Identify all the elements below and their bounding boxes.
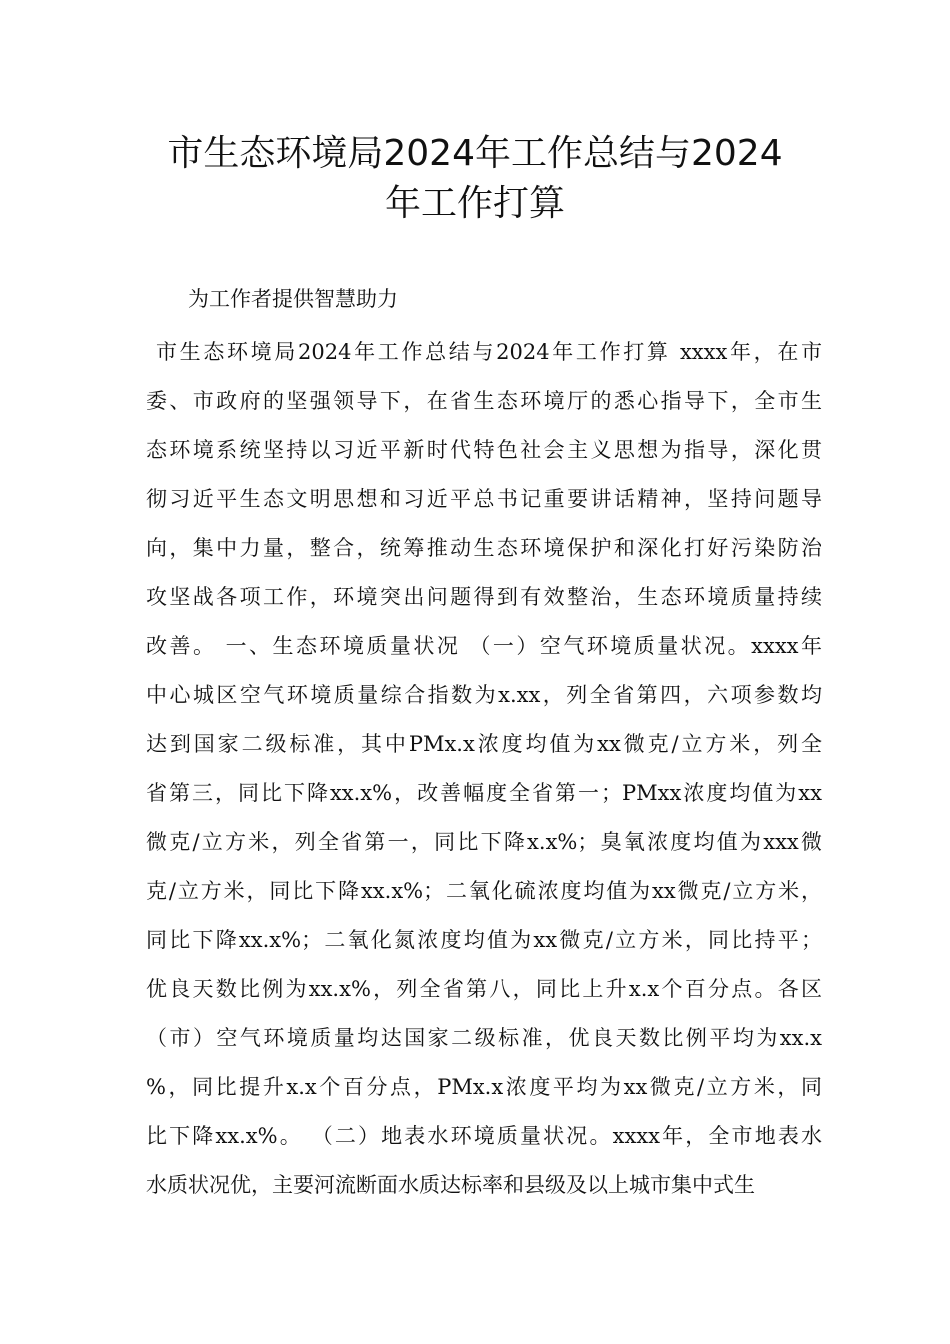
- body-line: 向，集中力量，整合，统筹推动生态环境保护和深化打好污染防治: [146, 536, 822, 560]
- body-line: （市）空气环境质量均达国家二级标准，优良天数比例平均为xx.x: [146, 1026, 822, 1050]
- body-line: 克/立方米，同比下降xx.x%；二氧化硫浓度均值为xx微克/立方米，: [146, 879, 822, 903]
- body-line: 微克/立方米，列全省第一，同比下降x.x%；臭氧浓度均值为xxx微: [146, 830, 822, 854]
- document-tagline: 为工作者提供智慧助力: [188, 287, 398, 311]
- body-line: 委、市政府的坚强领导下，在省生态环境厅的悉心指导下，全市生: [146, 389, 822, 413]
- body-line: 同比下降xx.x%；二氧化氮浓度均值为xx微克/立方米，同比持平；: [146, 928, 822, 952]
- body-line: 达到国家二级标准，其中PMx.x浓度均值为xx微克/立方米，列全: [146, 732, 822, 756]
- body-line: 改善。 一、生态环境质量状况 （一）空气环境质量状况。xxxx年: [146, 634, 822, 658]
- body-line: 市生态环境局2024年工作总结与2024年工作打算 xxxx年，在市: [156, 340, 822, 364]
- body-line: 优良天数比例为xx.x%，列全省第八，同比上升x.x个百分点。各区: [146, 977, 822, 1001]
- body-line: 比下降xx.x%。 （二）地表水环境质量状况。xxxx年，全市地表水: [146, 1124, 822, 1148]
- document-title-line-1: 市生态环境局2024年工作总结与2024: [167, 133, 783, 174]
- document-title-line-2: 年工作打算: [384, 183, 565, 224]
- body-line: 彻习近平生态文明思想和习近平总书记重要讲话精神，坚持问题导: [146, 487, 822, 511]
- body-line: %，同比提升x.x个百分点，PMx.x浓度平均为xx微克/立方米，同: [146, 1075, 822, 1099]
- body-line: 水质状况优，主要河流断面水质达标率和县级及以上城市集中式生: [146, 1173, 755, 1197]
- body-line: 攻坚战各项工作，环境突出问题得到有效整治，生态环境质量持续: [146, 585, 822, 609]
- body-line: 中心城区空气环境质量综合指数为x.xx，列全省第四，六项参数均: [146, 683, 822, 707]
- body-line: 省第三，同比下降xx.x%，改善幅度全省第一；PMxx浓度均值为xx: [146, 781, 822, 805]
- body-line: 态环境系统坚持以习近平新时代特色社会主义思想为指导，深化贯: [146, 438, 822, 462]
